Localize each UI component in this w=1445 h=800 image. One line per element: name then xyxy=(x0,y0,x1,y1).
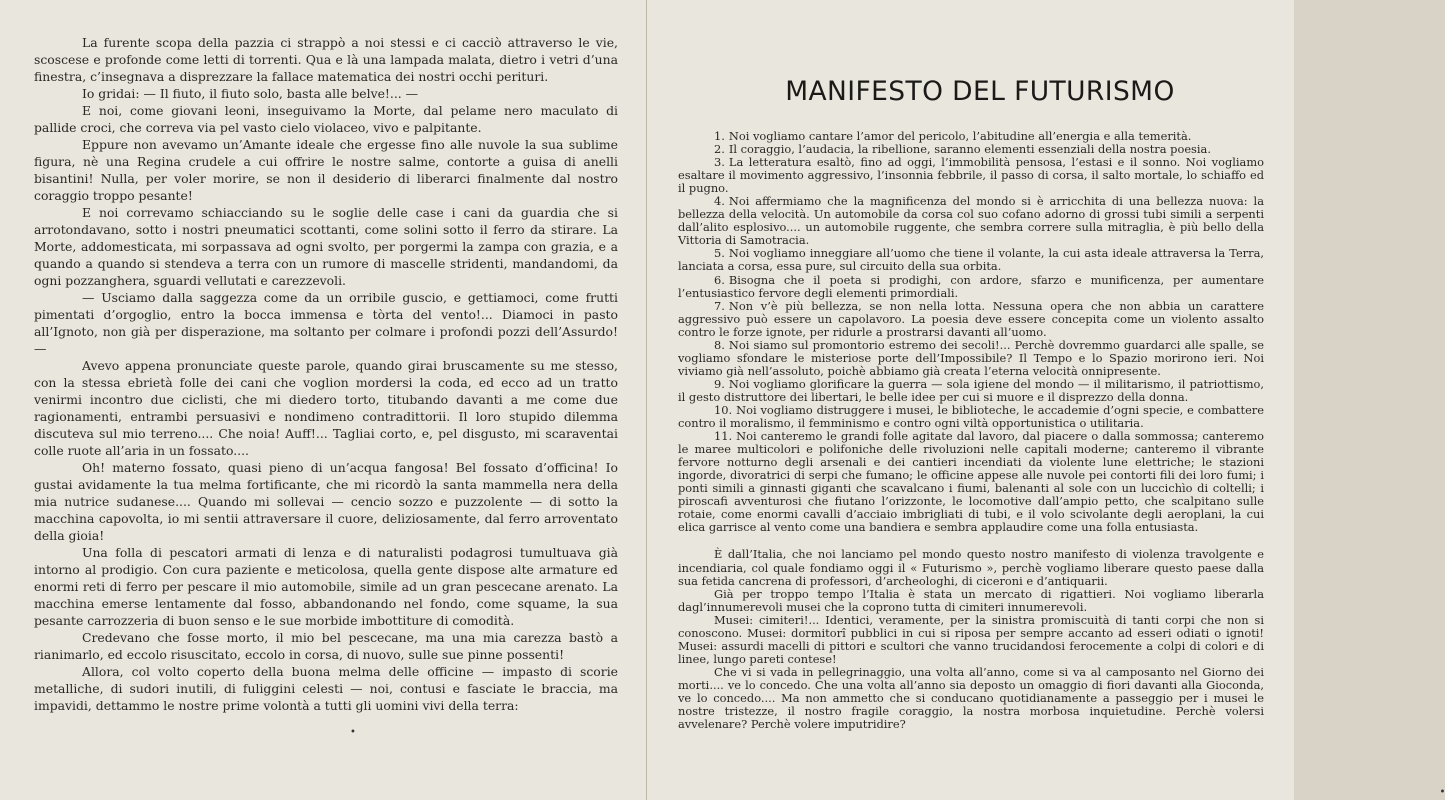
closing-paragraph: Musei: cimiteri!... Identici, veramente, per la sinistra promiscuità di tanti corpi che non si conoscono. Musei: dormitorî pubblici in cui si riposa per sempre accanto ad esseri odiati o ignoti! Musei: assurdi macelli di pittori e scultori che vanno trucidandosi ferocemente a colpi di colori e di linee, lungo pareti contese! xyxy=(678,612,1264,666)
point-number: 7. xyxy=(714,298,725,313)
left-page-text xyxy=(34,34,618,714)
point-text: Noi vogliamo distruggere i musei, le biblioteche, le accademie d’ogni specie, e combattere contro il moralismo, il femminismo e contro ogni viltà opportunistica o utilitaria. xyxy=(678,402,1264,431)
point-number: 10. xyxy=(714,402,733,417)
paragraph: E noi, come giovani leoni, inseguivamo la Morte, dal pelame nero maculato di pallide croci, che correva via pel vasto cielo violaceo, vivo e palpitante. xyxy=(34,103,618,135)
right-page-text xyxy=(678,130,1264,731)
paragraph: Oh! materno fossato, quasi pieno di un’acqua fangosa! Bel fossato d’officina! Io gustai avidamente la tua melma fortificante, che mi ricordò la santa mammella nera della mia nutrice sudanese.... Quando mi sollevai — cencio sozzo e puzzolente — di sotto la macchina capovolta, io mi sentii attraversare il cuore, deliziosamente, dal ferro arroventato della gioia! xyxy=(34,460,618,543)
point-number: 8. xyxy=(714,337,725,352)
point-number: 5. xyxy=(714,246,725,261)
point-text: Noi affermiamo che la magnificenza del mondo si è arricchita di una bellezza nuova: la bellezza della velocità. Un automobile da corsa col suo cofano adorno di grossi tubi simili a serpenti dall’alito esplosivo.... un automobile ruggente, che sembra correre sulla mitraglia, è più bello della Vittoria di Samotracia. xyxy=(678,194,1264,248)
manifesto-points xyxy=(678,130,1264,534)
left-page xyxy=(0,0,646,800)
point-text: Noi siamo sul promontorio estremo dei secoli!... Perchè dovremmo guardarci alle spalle, se vogliamo sfondare le misteriose porte dell’Impossibile? Il Tempo e lo Spazio morirono ieri. Noi viviamo già nell’assoluto, poichè abbiamo già creata l’eterna velocità onnipresente. xyxy=(678,337,1264,378)
point-number: 11. xyxy=(714,429,733,444)
closing-section xyxy=(678,548,1264,731)
manifesto-point xyxy=(678,247,1264,273)
manifesto-title: MANIFESTO DEL FUTURISMO xyxy=(785,76,1175,107)
paragraph: Eppure non avevamo un’Amante ideale che ergesse fino alle nuvole la sua sublime figura, nè una Regina crudele a cui offrire le nostre salme, contorte a guisa di anelli bisantini! Nulla, per voler morire, se non il desiderio di liberarci finalmente dal nostro coraggio troppo pesante! xyxy=(34,137,618,203)
closing-paragraph: È dall’Italia, che noi lanciamo pel mondo questo nostro manifesto di violenza travolgente e incendiaria, col quale fondiamo oggi il « Futurismo », perchè vogliamo liberare questo paese dalla sua fetida cancrena di professori, d’archeologhi, di ciceroni e d’antiquarii. xyxy=(678,547,1264,588)
paragraph: La furente scopa della pazzia ci strappò a noi stessi e ci cacciò attraverso le vie, scoscese e profonde come letti di torrenti. Qua e là una lampada malata, dietro i vetri d’una finestra, c’insegnava a disprezzare la fallace matematica dei nostri occhi perituri. xyxy=(34,35,618,84)
point-number: 6. xyxy=(714,272,725,287)
page-mark: • xyxy=(1439,787,1445,798)
manifesto-point xyxy=(678,195,1264,247)
paragraph: Credevano che fosse morto, il mio bel pescecane, ma una mia carezza bastò a rianimarlo, ed eccolo risuscitato, eccolo in corsa, di nuovo, sulle sue pinne possenti! xyxy=(34,630,618,662)
point-text: Noi vogliamo glorificare la guerra — sola igiene del mondo — il militarismo, il patriottismo, il gesto distruttore dei libertari, le belle idee per cui si muore e il disprezzo della donna. xyxy=(678,376,1264,404)
manifesto-point xyxy=(678,404,1264,430)
point-text: La letteratura esaltò, fino ad oggi, l’immobilità pensosa, l’estasi e il sonno. Noi vogliamo esaltare il movimento aggressivo, l’insonnia febbrile, il passo di corsa, il salto mortale, lo schiaffo ed il pugno. xyxy=(678,155,1264,196)
page-mark: • xyxy=(350,727,356,738)
manifesto-point xyxy=(678,156,1264,195)
closing-paragraph: Che vi si vada in pellegrinaggio, una volta all’anno, come si va al camposanto nel Giorno dei morti.... ve lo concedo. Che una volta all’anno sia deposto un omaggio di fiori davanti alla Gioconda, ve lo concedo.... Ma non ammetto che si conducano quotidianamente a passeggio per i musei le nostre tristezze, il nostro fragile coraggio, la nostra morbosa inquietudine. Perchè volersi avvelenare? Perchè volere imputridire? xyxy=(678,664,1264,732)
point-number: 9. xyxy=(714,376,725,391)
point-text: Il coraggio, l’audacia, la ribellione, saranno elementi essenziali della nostra poesia. xyxy=(728,142,1211,157)
paragraph: Allora, col volto coperto della buona melma delle officine — impasto di scorie metalliche, di sudori inutili, di fuliggini celesti — noi, contusi e fasciate le braccia, ma impavidi, dettammo le nostre prime volontà a tutti gli uomini vivi della terra: xyxy=(34,664,618,713)
point-number: 4. xyxy=(714,194,725,209)
point-text: Noi canteremo le grandi folle agitate dal lavoro, dal piacere o dalla sommossa; canteremo le maree multicolori e polifoniche delle rivoluzioni nelle capitali moderne; canteremo il vibrante fervore notturno degli arsenali e dei cantieri incendiati da violente lune elettriche; le stazioni ingorde, divoratrici di serpi che fumano; le officine appese alle nuvole pei contorti fili dei loro fumi; i ponti simili a ginnasti giganti che scavalcano i fiumi, balenanti al sole con un luccichìo di coltelli; i piroscafi avventurosi che fiutano l’orizzonte, le locomotive dall’ampio petto, che scalpitano sulle rotaie, come enormi cavalli d’acciaio imbrigliati di tubi, e il volo scivolante degli aeroplani, la cui elica garrisce al vento come una bandiera e sembra applaudire come una folla entusiasta. xyxy=(678,429,1264,535)
point-text: Noi vogliamo inneggiare all’uomo che tiene il volante, la cui asta ideale attraversa la Terra, lanciata a corsa, essa pure, sul circuito della sua orbita. xyxy=(678,246,1264,274)
manifesto-point xyxy=(678,300,1264,339)
paragraph: Avevo appena pronunciate queste parole, quando girai bruscamente su me stesso, con la stessa ebrietà folle dei cani che voglion mordersi la coda, ed ecco ad un tratto venirmi incontro due ciclisti, che mi diedero torto, titubando davanti a me come due ragionamenti, entrambi persuasivi e nondimeno contradittorii. Il loro stupido dilemma discuteva sul mio terreno.... Che noia! Auff!... Tagliai corto, e, pel disgusto, mi scaraventai colle ruote all’aria in un fossato.... xyxy=(34,358,618,458)
manifesto-point xyxy=(678,430,1264,534)
paragraph: Una folla di pescatori armati di lenza e di naturalisti podagrosi tumultuava già intorno al prodigio. Con cura paziente e meticolosa, quella gente dispose alte armature ed enormi reti di ferro per pescare il mio automobile, simile ad un gran pescecane arenato. La macchina emerse lentamente dal fosso, abbandonando nel fondo, come squame, la sua pesante carrozzeria di buon senso e le sue morbide imbottiture di comodità. xyxy=(34,545,618,628)
point-number: 1. xyxy=(714,129,725,143)
point-text: Noi vogliamo cantare l’amor del pericolo, l’abitudine all’energia e alla temerità. xyxy=(728,129,1192,143)
paragraph: Io gridai: — Il fiuto, il fiuto solo, basta alle belve!... — xyxy=(82,86,419,101)
paragraph: — Usciamo dalla saggezza come da un orribile guscio, e gettiamoci, come frutti pimentati d’orgoglio, entro la bocca immensa e tòrta del vento!... Diamoci in pasto all’Ignoto, non già per disperazione, ma soltanto per colmare i profondi pozzi dell’Assurdo! — xyxy=(34,290,618,356)
point-text: Non v’è più bellezza, se non nella lotta. Nessuna opera che non abbia un carattere aggressivo può essere un capolavoro. La poesia deve essere concepita come un violento assalto contro le forze ignote, per ridurle a prostrarsi davanti all’uomo. xyxy=(678,298,1264,339)
paragraph: E noi correvamo schiacciando su le soglie delle case i cani da guardia che si arrotondavano, sotto i nostri pneumatici scottanti, come solini sotto il ferro da stirare. La Morte, addomesticata, mi sorpassava ad ogni svolto, per porgermi la zampa con grazia, e a quando a quando si stendeva a terra con un rumore di mascelle stridenti, mandandomi, da ogni pozzanghera, sguardi vellutati e carezzevoli. xyxy=(34,205,618,288)
manifesto-point xyxy=(678,339,1264,378)
closing-paragraph: Già per troppo tempo l’Italia è stata un mercato di rigattieri. Noi vogliamo liberarla dagl’innumerevoli musei che la coprono tutta di cimiteri innumerevoli. xyxy=(678,586,1264,614)
point-number: 3. xyxy=(714,155,725,170)
manifesto-point xyxy=(678,378,1264,404)
point-text: Bisogna che il poeta si prodighi, con ardore, sfarzo e munificenza, per aumentare l’entusiastico fervore degli elementi primordiali. xyxy=(678,272,1264,300)
point-number: 2. xyxy=(714,142,725,157)
manifesto-point xyxy=(678,274,1264,300)
